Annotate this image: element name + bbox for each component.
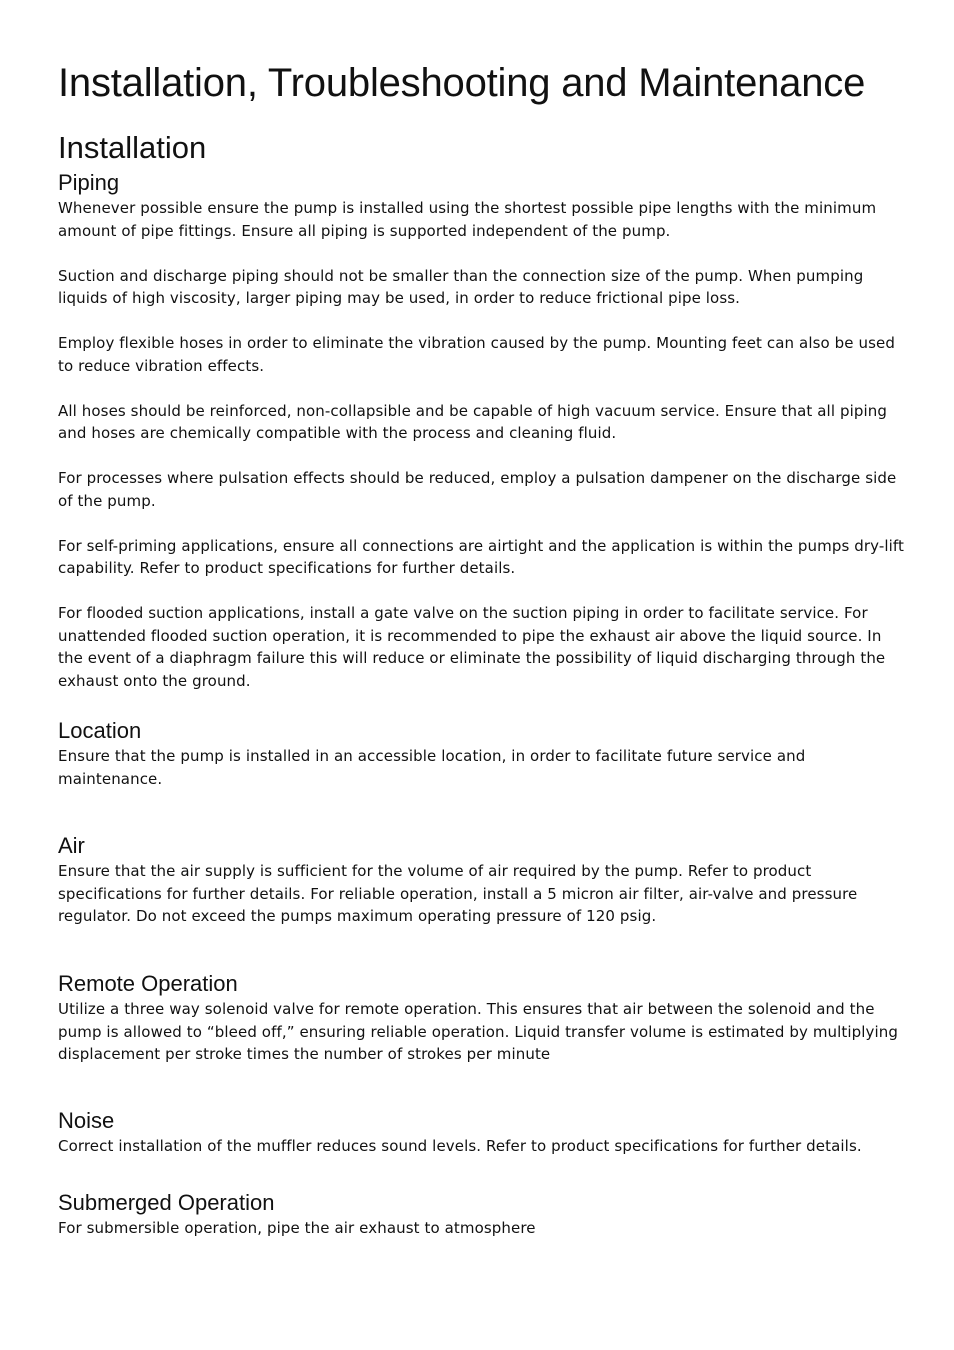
paragraph: For processes where pulsation effects should be reduced, employ a pulsation dampener on the discharge side of the pump. <box>58 469 897 510</box>
paragraph: Ensure that the air supply is sufficient for the volume of air required by the pump. Refer to product specifications for further details. For reliable operation, install a 5 micron air filter, air-valve and pressure regulator. Do not exceed the pumps maximum operating pressure of 120 psig. <box>58 862 858 925</box>
subsection-body-air <box>58 860 908 928</box>
subsection-piping <box>58 169 908 692</box>
paragraph: All hoses should be reinforced, non-collapsible and be capable of high vacuum service. Ensure that all piping and hoses are chemically compatible with the process and cleaning fluid. <box>58 401 887 442</box>
paragraph: For submersible operation, pipe the air exhaust to atmosphere <box>58 1219 536 1237</box>
document-title: Installation, Troubleshooting and Maintenance <box>58 61 866 105</box>
subsection-noise <box>58 1107 908 1158</box>
subsection-heading-remote-operation: Remote Operation <box>58 971 238 996</box>
section-title-installation: Installation <box>58 130 207 165</box>
subsection-air <box>58 832 908 928</box>
paragraph: Utilize a three way solenoid valve for remote operation. This ensures that air between the solenoid and the pump is allowed to “bleed off,” ensuring reliable operation. Liquid transfer volume is estimated by multiplying displacement per stroke times the number of strokes per minute <box>58 1000 899 1063</box>
paragraph: Whenever possible ensure the pump is installed using the shortest possible pipe lengths with the minimum amount of pipe fittings. Ensure all piping is supported independent of the pump. <box>58 199 877 240</box>
subsection-heading-location: Location <box>58 718 142 743</box>
paragraph: For self-priming applications, ensure all connections are airtight and the application is within the pumps dry-lift capability. Refer to product specifications for further details. <box>58 536 904 577</box>
subsection-heading-submerged-operation: Submerged Operation <box>58 1190 275 1215</box>
subsection-heading-piping: Piping <box>58 170 120 195</box>
subsection-submerged-operation <box>58 1189 908 1240</box>
subsection-body-noise <box>58 1135 908 1158</box>
subsection-body-submerged-operation <box>58 1217 908 1240</box>
paragraph: Ensure that the pump is installed in an accessible location, in order to facilitate future service and maintenance. <box>58 747 806 788</box>
subsection-body-remote-operation <box>58 998 908 1066</box>
subsection-location <box>58 717 908 790</box>
subsection-body-location <box>58 745 908 790</box>
subsection-remote-operation <box>58 970 908 1066</box>
paragraph: Correct installation of the muffler reduces sound levels. Refer to product specifications for further details. <box>58 1137 862 1155</box>
paragraph: Employ flexible hoses in order to eliminate the vibration caused by the pump. Mounting feet can also be used to reduce vibration effects. <box>58 334 895 375</box>
paragraph: Suction and discharge piping should not be smaller than the connection size of the pump. When pumping liquids of high viscosity, larger piping may be used, in order to reduce frictional pipe loss. <box>58 266 864 307</box>
subsection-heading-noise: Noise <box>58 1108 115 1133</box>
subsection-heading-air: Air <box>58 833 85 858</box>
paragraph: For flooded suction applications, install a gate valve on the suction piping in order to facilitate service. For unattended flooded suction operation, it is recommended to pipe the exhaust air above the liquid source. In the event of a diaphragm failure this will reduce or eliminate the possibility of liquid discharging through the exhaust onto the ground. <box>58 604 886 690</box>
subsection-body-piping <box>58 197 908 692</box>
